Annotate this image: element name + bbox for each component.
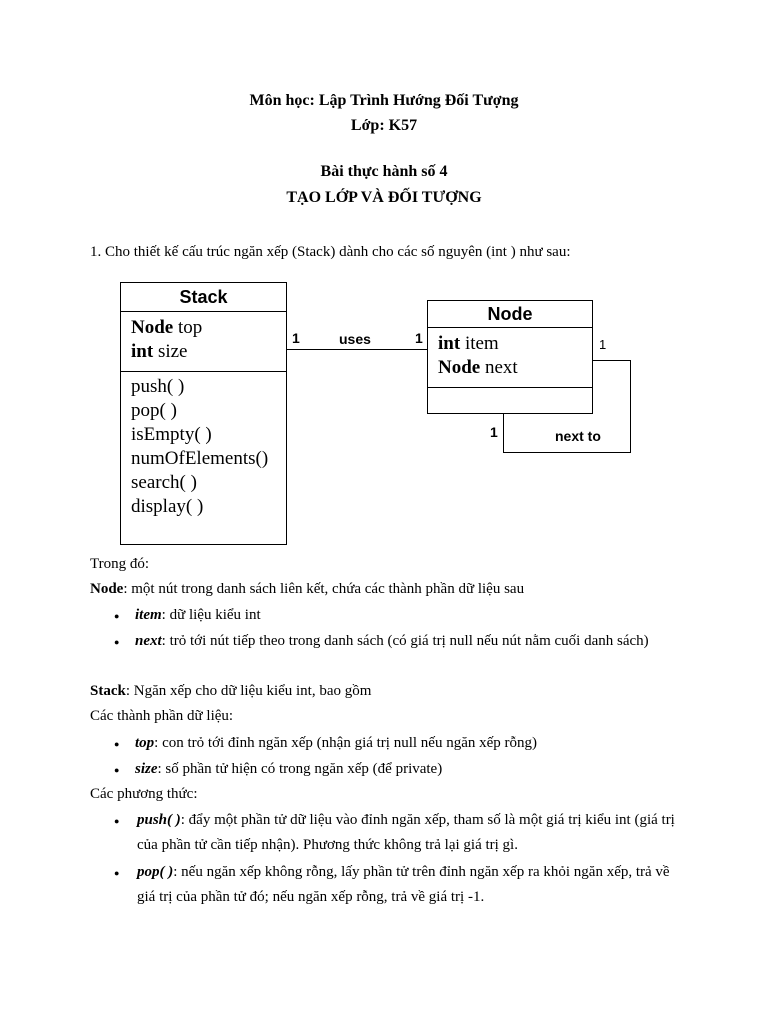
stack-method: display( ) xyxy=(131,496,204,517)
data-members-heading: Các thành phần dữ liệu: xyxy=(90,708,234,724)
stack-class-name: Stack xyxy=(179,287,228,307)
subject-title: Môn học: Lập Trình Hướng Đối Tượng xyxy=(249,92,519,109)
node-definition: Node: một nút trong danh sách liên kết, chứa các thành phần dữ liệu sau xyxy=(90,581,525,597)
stack-definition: Stack: Ngăn xếp cho dữ liệu kiểu int, bao gồm xyxy=(90,683,372,699)
node-class-name: Node xyxy=(487,304,533,324)
uses-left-multiplicity: 1 xyxy=(292,330,300,346)
self-assoc-bottom-line xyxy=(503,452,631,453)
where-text: Trong đó: xyxy=(90,556,150,572)
self-assoc-top-multiplicity: 1 xyxy=(599,337,607,352)
stack-method: search( ) xyxy=(131,472,197,493)
class-title: Lớp: K57 xyxy=(350,117,418,134)
bullet-icon: ● xyxy=(114,637,120,647)
uses-right-multiplicity: 1 xyxy=(415,330,423,346)
node-attributes xyxy=(428,327,592,387)
push-definition: push( ): đẩy một phần tử dữ liệu vào đỉnh ngăn xếp, tham số là một giá trị kiểu int (giá trị của phần tử cần tiếp nhận). Phương thức không trả lại giá trị gì. xyxy=(137,812,675,853)
self-assoc-top-line xyxy=(593,360,631,361)
topic-title: TẠO LỚP VÀ ĐỐI TƯỢNG xyxy=(286,189,482,206)
bullet-icon: ● xyxy=(114,765,120,775)
stack-method: numOfElements() xyxy=(131,448,269,469)
lab-title: Bài thực hành số 4 xyxy=(320,163,448,180)
node-methods xyxy=(428,387,592,413)
methods-heading: Các phương thức: xyxy=(90,786,198,802)
uses-label: uses xyxy=(339,331,371,347)
stack-class-box xyxy=(120,282,287,545)
stack-attributes xyxy=(121,311,286,371)
bullet-icon: ● xyxy=(114,739,120,749)
node-class-box xyxy=(427,300,593,414)
self-assoc-right-line xyxy=(630,360,631,453)
top-definition: top: con trỏ tới đỉnh ngăn xếp (nhận giá trị null nếu ngăn xếp rỗng) xyxy=(135,735,538,751)
item-definition: item: dữ liệu kiểu int xyxy=(135,607,261,623)
stack-attr-top: Node top xyxy=(131,317,203,338)
pop-definition: pop( ): nếu ngăn xếp không rỗng, lấy phần tử trên đỉnh ngăn xếp ra khỏi ngăn xếp, trả về giá trị của phần tử đó; nếu ngăn xếp rỗng, trả về giá trị -1. xyxy=(137,864,670,905)
self-assoc-left-line xyxy=(503,414,504,453)
stack-method: push( ) xyxy=(131,376,185,397)
self-assoc-bottom-multiplicity: 1 xyxy=(490,424,498,440)
bullet-icon: ● xyxy=(114,868,120,878)
node-attr-next: Node next xyxy=(438,357,518,378)
uses-association-line xyxy=(287,349,427,350)
self-assoc-label: next to xyxy=(555,428,601,444)
bullet-icon: ● xyxy=(114,611,120,621)
node-attr-item: int item xyxy=(438,333,499,354)
stack-attr-size: int size xyxy=(131,341,188,362)
bullet-icon: ● xyxy=(114,816,120,826)
intro-text: 1. Cho thiết kế cấu trúc ngăn xếp (Stack) dành cho các số nguyên (int ) như sau: xyxy=(90,244,571,260)
stack-methods xyxy=(121,371,286,519)
next-definition: next: trỏ tới nút tiếp theo trong danh sách (có giá trị null nếu nút nằm cuối danh sách) xyxy=(135,633,649,649)
stack-method: pop( ) xyxy=(131,400,177,421)
size-definition: size: số phần tử hiện có trong ngăn xếp (để private) xyxy=(135,761,443,777)
stack-method: isEmpty( ) xyxy=(131,424,212,445)
